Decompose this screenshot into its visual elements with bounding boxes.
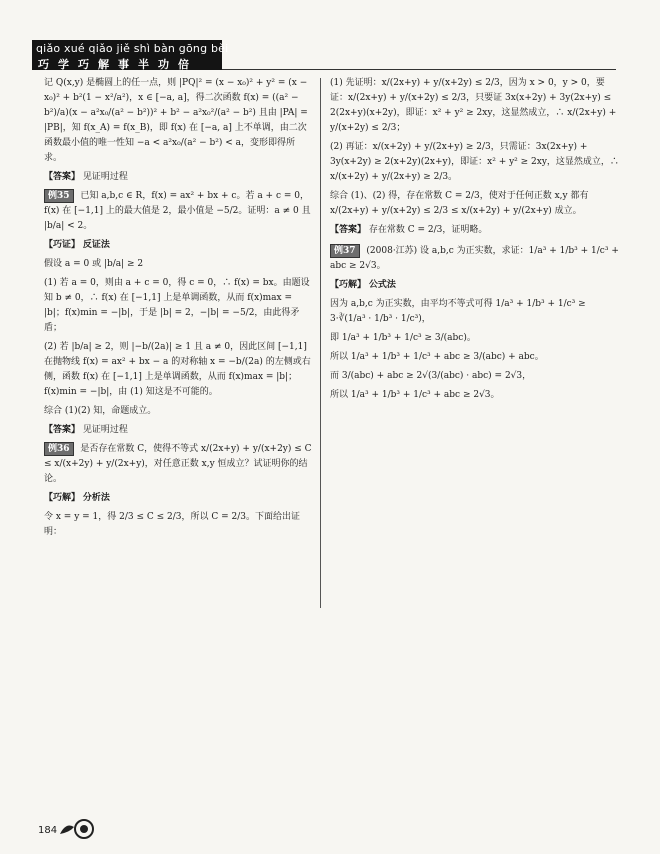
method-36 xyxy=(44,491,312,506)
method-35-label: 【巧证】 xyxy=(44,240,81,250)
method-36-text: 分析法 xyxy=(82,493,110,503)
book-logo-icon xyxy=(58,818,94,840)
solution-step-3: 所以 1/a³ + 1/b³ + 1/c³ + abc ≥ 3/(abc) + abc。 xyxy=(330,352,544,362)
method-36-label: 【巧解】 xyxy=(44,493,81,503)
answer-1 xyxy=(44,170,312,185)
header-band xyxy=(32,40,229,71)
proof-part-2: (2) 再证：x/(x+2y) + y/(2x+y) ≥ 2/3，只需证：3x(2x+y) + 3y(x+2y) ≥ 2(x+2y)(2x+y)，即证：x² + y² ≥ 2xy，这显然成立，∴ x/(x+2y) + y/(2x+y) ≥ 2/3。 xyxy=(330,142,619,182)
solution-step-5: 所以 1/a³ + 1/b³ + 1/c³ + abc ≥ 2√3。 xyxy=(330,390,500,400)
example-36-badge: 例36 xyxy=(44,442,74,456)
answer-35-label: 【答案】 xyxy=(44,425,81,435)
proof-part-1: (1) 先证明：x/(2x+y) + y/(x+2y) ≤ 2/3，因为 x > 0，y > 0，要证：x/(2x+y) + y/(x+2y) ≤ 2/3，只要证 3x(x+2y) + 3y(2x+y) ≤ 2(2x+y)(x+2y)，即证：x² + y² ≥ 2xy，这显然成立，∴ x/(2x+y) + y/(x+2y) ≤ 2/3； xyxy=(330,78,617,133)
example-35-badge: 例35 xyxy=(44,189,74,203)
method-35 xyxy=(44,238,312,253)
method-37 xyxy=(330,278,620,293)
ellipse-derivation: 记 Q(x,y) 是椭圆上的任一点，则 |PQ|² = (x − x₀)² + y² = (x − x₀)² + b²(1 − x²/a²)，x ∈ [−a, a]，得二次函数 f(x) = ((a² − b²)/a)(x − a²x₀/(a² − b²))² + b² − a²x₀²/(a² − b²) 且由 |PA| = |PB|，知 f(x_A) = f(x_B)，即 f(x) 在 [−a, a] 上不单调，由二次函数最小值的唯一性知 −a < a²x₀/(a² − b²) < a，变形即得所求。 xyxy=(44,78,308,163)
answer-1-label: 【答案】 xyxy=(44,172,81,182)
conclusion-35: 综合 (1)(2) 知，命题成立。 xyxy=(44,406,157,416)
method-37-text: 公式法 xyxy=(368,280,396,290)
page-number: 184 xyxy=(38,825,58,836)
example-37-badge: 例37 xyxy=(330,244,360,258)
example-35 xyxy=(44,189,312,234)
answer-1-text: 见证明过程 xyxy=(82,172,128,182)
method-35-text: 反证法 xyxy=(82,240,110,250)
header-rule xyxy=(222,69,616,70)
answer-36-label: 【答案】 xyxy=(330,225,367,235)
header-pinyin: qiǎo xué qiǎo jiě shì bàn gōng bèi xyxy=(36,42,229,55)
method-37-label: 【巧解】 xyxy=(330,280,367,290)
example-36-text: 是否存在常数 C，使得不等式 x/(2x+y) + y/(x+2y) ≤ C ≤ x/(x+2y) + y/(2x+y)，对任意正数 x,y 恒成立？试证明你的结论。 xyxy=(44,444,312,484)
proof-summary: 综合 (1)、(2) 得，存在常数 C = 2/3，使对于任何正数 x,y 都有 x/(2x+y) + y/(x+2y) ≤ 2/3 ≤ x/(x+2y) + y/(2x+y) 成立。 xyxy=(330,191,589,216)
column-divider xyxy=(320,78,321,608)
assumption-35: 假设 a = 0 或 |b/a| ≥ 2 xyxy=(44,259,144,269)
answer-36-text: 存在常数 C = 2/3，证明略。 xyxy=(368,225,488,235)
solution-step-4: 而 3/(abc) + abc ≥ 2√(3/(abc) · abc) = 2√3， xyxy=(330,371,532,381)
case-1: (1) 若 a = 0，则由 a + c = 0，得 c = 0，∴ f(x) = bx。由题设知 b ≠ 0，∴ f(x) 在 [−1,1] 上是单调函数，从而 f(x)max = |b|；f(x)min = −|b|，于是 |b| = 2，−|b| = −5/2，由此得矛盾； xyxy=(44,278,310,333)
header-title: 巧学巧解事半功倍 xyxy=(38,58,198,71)
example-37 xyxy=(330,244,620,274)
answer-35-text: 见证明过程 xyxy=(82,425,128,435)
example-37-text: (2008·江苏) 设 a,b,c 为正实数，求证：1/a³ + 1/b³ + 1/c³ + abc ≥ 2√3。 xyxy=(330,246,619,271)
example-36-setup: 令 x = y = 1，得 2/3 ≤ C ≤ 2/3，所以 C = 2/3。下面给出证明： xyxy=(44,512,301,537)
answer-36 xyxy=(330,223,620,238)
left-column xyxy=(44,76,312,544)
solution-step-1: 因为 a,b,c 为正实数，由平均不等式可得 1/a³ + 1/b³ + 1/c³ ≥ 3·∛(1/a³ · 1/b³ · 1/c³)， xyxy=(330,299,586,324)
example-36 xyxy=(44,442,312,487)
solution-step-2: 即 1/a³ + 1/b³ + 1/c³ ≥ 3/(abc)。 xyxy=(330,333,476,343)
example-35-text: 已知 a,b,c ∈ R，f(x) = ax² + bx + c。若 a + c = 0，f(x) 在 [−1,1] 上的最大值是 2，最小值是 −5/2。证明：a ≠ 0 且 |b/a| < 2。 xyxy=(44,191,311,231)
answer-35 xyxy=(44,423,312,438)
case-2: (2) 若 |b/a| ≥ 2，则 |−b/(2a)| ≥ 1 且 a ≠ 0，因此区间 [−1,1] 在抛物线 f(x) = ax² + bx − a 的对称轴 x = −b/(2a) 的左侧或右侧，函数 f(x) 在 [−1,1] 上是单调函数，从而 f(x)max = |b|；f(x)min = −|b|，由 (1) 知这是不可能的。 xyxy=(44,342,311,397)
right-column xyxy=(330,76,620,407)
